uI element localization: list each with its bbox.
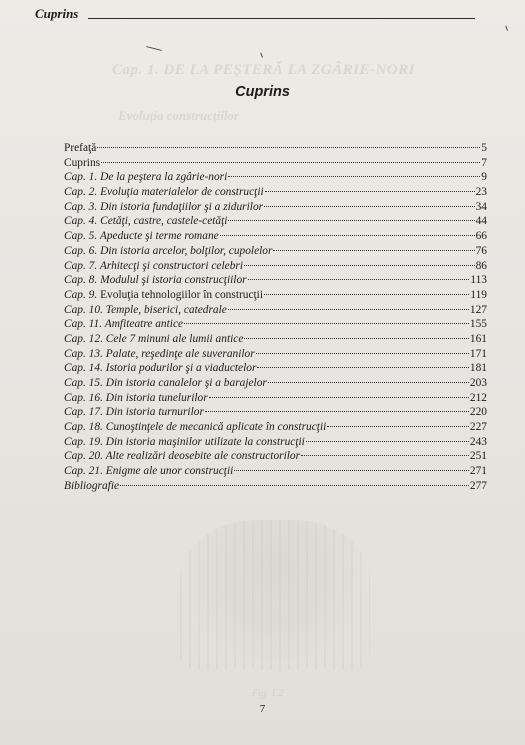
toc-entry-title	[64, 464, 233, 479]
toc-entry	[64, 405, 487, 420]
toc-entry	[64, 347, 487, 362]
toc-chapter-number: Cap. 6.	[64, 244, 98, 257]
toc-chapter-title: Modulul şi istoria construcţiilor	[100, 274, 247, 287]
toc-chapter-number: Cap. 2.	[64, 186, 98, 199]
toc-chapter-number: Cap. 18.	[64, 421, 103, 434]
toc-entry	[64, 214, 487, 229]
toc-entry-title	[64, 170, 227, 185]
dot-leader	[257, 367, 469, 368]
toc-entry-title	[64, 185, 264, 200]
toc-entry	[64, 273, 487, 288]
toc-entry-title	[64, 376, 267, 391]
dot-leader	[228, 220, 474, 221]
running-head: Cuprins	[35, 6, 79, 21]
toc-chapter-number: Cap. 7.	[64, 259, 98, 272]
toc-entry-title	[64, 347, 255, 362]
toc-chapter-title: Amfiteatre antice	[104, 318, 184, 331]
toc-page-number: 251	[469, 450, 487, 463]
toc-page-number: 34	[475, 200, 487, 213]
toc-entry	[64, 170, 487, 185]
toc-page-number: 76	[475, 244, 487, 257]
dot-leader	[327, 426, 469, 427]
toc-page-number: 23	[475, 186, 487, 199]
toc-page-number: 277	[469, 479, 487, 492]
toc-entry	[64, 317, 487, 332]
toc-chapter-title: Bibliografie	[64, 479, 120, 492]
toc-entry-title	[64, 303, 227, 318]
toc-page-number: 155	[469, 318, 487, 331]
scan-speck	[146, 46, 162, 51]
toc-chapter-number: Cap. 19.	[64, 435, 103, 448]
dot-leader	[273, 250, 474, 251]
toc-chapter-title: Din istoria tunelurilor	[105, 391, 208, 404]
show-through-section-title: Evoluția construcțiilor	[118, 108, 239, 123]
toc-chapter-number: Cap. 5.	[64, 230, 98, 243]
toc-entry-title	[64, 259, 243, 274]
dot-leader	[228, 176, 480, 177]
toc-entry	[64, 141, 487, 156]
toc-entry-title	[64, 214, 227, 229]
toc-page-number: 44	[475, 215, 487, 228]
toc-chapter-title: Cele 7 minuni ale lumii antice	[105, 332, 244, 345]
toc-chapter-title: Cetăţi, castre, castele-cetăţi	[100, 215, 228, 228]
toc-entry	[64, 435, 487, 450]
toc-chapter-number: Cap. 1.	[64, 171, 98, 184]
toc-chapter-title: Evoluţia tehnologiilor în construcţii	[100, 288, 264, 301]
toc-entry	[64, 288, 487, 303]
toc-page-number: 7	[481, 156, 487, 169]
toc-chapter-title: Cuprins	[64, 156, 101, 169]
toc-entry	[64, 332, 487, 347]
toc-entry	[64, 303, 487, 318]
dot-leader	[184, 323, 469, 324]
toc-chapter-title: Din istoria maşinilor utilizate la construcţii	[105, 435, 305, 448]
dot-leader	[301, 455, 469, 456]
scan-speck	[260, 51, 266, 57]
toc-page-number: 66	[475, 230, 487, 243]
toc-page-number: 9	[481, 171, 487, 184]
toc-page-number: 5	[481, 142, 487, 154]
toc-chapter-title: Enigme ale unor construcţii	[105, 465, 234, 478]
toc-entry	[64, 259, 487, 274]
toc-chapter-number: Cap. 13.	[64, 347, 103, 360]
dot-leader	[120, 485, 469, 486]
toc-page-number: 243	[469, 435, 487, 448]
toc-page-number: 119	[470, 288, 487, 301]
toc-entry	[64, 464, 487, 479]
toc-chapter-number: Cap. 11.	[64, 318, 103, 331]
dot-leader	[220, 235, 475, 236]
toc-chapter-title: Din istoria fundaţiilor şi a zidurilor	[100, 200, 264, 213]
dot-leader	[234, 470, 469, 471]
table-of-contents	[64, 141, 487, 494]
toc-chapter-number: Cap. 15.	[64, 377, 103, 389]
dot-leader	[264, 206, 475, 207]
dot-leader	[244, 265, 475, 266]
toc-entry-title	[64, 317, 183, 332]
toc-chapter-number: Cap. 16.	[64, 391, 103, 404]
toc-entry	[64, 376, 487, 391]
toc-chapter-title: Istoria podurilor şi a viaductelor	[105, 362, 257, 375]
show-through-figure-caption: Fig. 1.2	[252, 688, 284, 699]
dot-leader	[256, 353, 469, 354]
toc-entry-title	[64, 479, 119, 494]
dot-leader	[264, 294, 469, 295]
toc-entry-title	[64, 273, 247, 288]
toc-entry-title	[64, 156, 100, 171]
toc-entry-title	[64, 229, 219, 244]
dot-leader	[306, 441, 469, 442]
toc-page-number: 86	[475, 259, 487, 272]
toc-entry-title	[64, 449, 300, 464]
dot-leader	[228, 309, 469, 310]
toc-entry-title	[64, 288, 263, 303]
toc-chapter-title: Cunoştinţele de mecanică aplicate în construcţii	[105, 421, 327, 434]
toc-chapter-number: Cap. 21.	[64, 465, 103, 478]
toc-entry-title	[64, 200, 263, 215]
toc-entry	[64, 479, 487, 494]
toc-chapter-title: Prefaţă	[64, 142, 97, 154]
toc-page-number: 203	[469, 377, 487, 389]
dot-leader	[205, 411, 469, 412]
toc-chapter-title: Arhitecţi şi constructori celebri	[99, 259, 243, 272]
toc-entry-title	[64, 141, 96, 156]
toc-entry	[64, 200, 487, 215]
toc-page-number: 113	[470, 274, 487, 287]
toc-chapter-number: Cap. 8.	[64, 274, 98, 287]
toc-entry	[64, 420, 487, 435]
dot-leader	[265, 191, 475, 192]
toc-chapter-title: Din istoria arcelor, bolţilor, cupolelor	[100, 244, 273, 257]
toc-chapter-title: Din istoria canalelor şi a barajelor	[105, 377, 267, 389]
toc-chapter-title: Alte realizări deosebite ale constructorilor	[105, 450, 301, 463]
toc-page-number: 220	[469, 406, 487, 419]
dot-leader	[268, 382, 469, 383]
toc-chapter-number: Cap. 3.	[64, 200, 98, 213]
toc-entry-title	[64, 244, 272, 259]
toc-page-number: 212	[469, 391, 487, 404]
toc-entry-title	[64, 405, 204, 420]
toc-entry-title	[64, 420, 326, 435]
dot-leader	[209, 397, 469, 398]
toc-entry	[64, 156, 487, 171]
toc-chapter-number: Cap. 20.	[64, 450, 103, 463]
toc-entry	[64, 229, 487, 244]
toc-chapter-title: De la peştera la zgârie-nori	[100, 171, 228, 184]
toc-page-number: 161	[469, 332, 487, 345]
toc-chapter-title: Apeducte şi terme romane	[99, 230, 219, 243]
toc-entry	[64, 449, 487, 464]
show-through-chapter-title: Cap. 1. DE LA PEȘTERĂ LA ZGÂRIE-NORI	[112, 62, 416, 78]
toc-entry	[64, 391, 487, 406]
dot-leader	[244, 338, 469, 339]
toc-page-number: 227	[469, 421, 487, 434]
toc-chapter-number: Cap. 17.	[64, 406, 103, 419]
page-title: Cuprins	[235, 84, 290, 100]
toc-chapter-title: Evoluţia materialelor de construcţii	[100, 186, 264, 199]
toc-chapter-number: Cap. 12.	[64, 332, 103, 345]
scan-speck	[505, 24, 511, 30]
toc-page-number: 171	[469, 347, 487, 360]
toc-chapter-number: Cap. 14.	[64, 362, 103, 375]
toc-entry-title	[64, 361, 256, 376]
toc-entry	[64, 185, 487, 200]
show-through-illustration	[180, 520, 370, 670]
toc-chapter-title: Temple, biserici, catedrale	[105, 303, 227, 316]
toc-entry-title	[64, 391, 208, 406]
toc-chapter-title: Din istoria turnurilor	[105, 406, 204, 419]
toc-page-number: 127	[469, 303, 487, 316]
toc-entry-title	[64, 332, 243, 347]
toc-entry-title	[64, 435, 305, 450]
dot-leader	[97, 147, 480, 148]
page-number: 7	[259, 703, 266, 715]
toc-entry	[64, 244, 487, 259]
toc-page-number: 181	[469, 362, 487, 375]
toc-chapter-number: Cap. 4.	[64, 215, 98, 228]
toc-page-number: 271	[469, 465, 487, 478]
header-rule	[88, 18, 475, 19]
toc-chapter-title: Palate, reşedinţe ale suveranilor	[105, 347, 255, 360]
toc-chapter-number: Cap. 10.	[64, 303, 103, 316]
dot-leader	[101, 162, 480, 163]
toc-entry	[64, 361, 487, 376]
toc-chapter-number: Cap. 9.	[64, 288, 98, 301]
dot-leader	[248, 279, 470, 280]
